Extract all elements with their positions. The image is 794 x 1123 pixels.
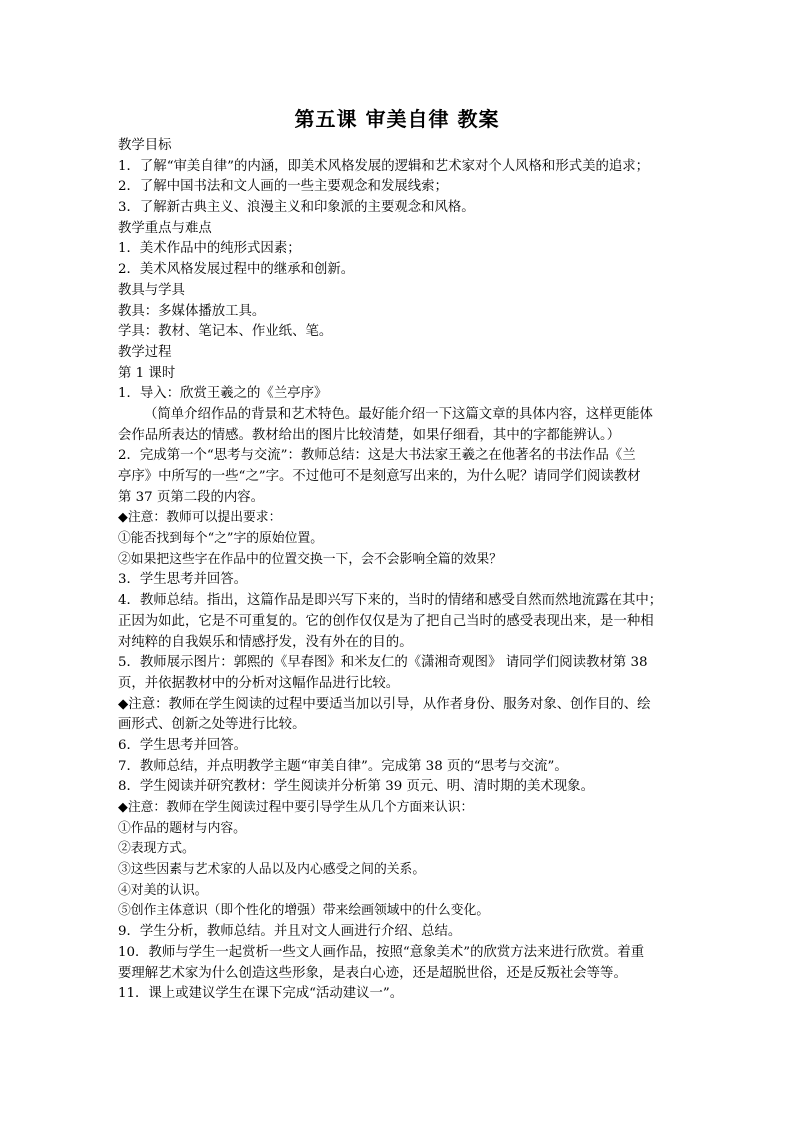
process-paragraph: 会作品所表达的情感。教材给出的图片比较清楚，如果仔细看，其中的字都能辨认。） [118, 427, 621, 443]
section-heading-process: 教学过程 [118, 344, 172, 360]
objective-item: 3．了解新古典主义、浪漫主义和印象派的主要观念和风格。 [118, 200, 475, 216]
process-step: 10．教师与学生一起赏析一些文人画作品，按照“意象美术”的欣赏方法来进行欣赏。着重 [118, 944, 645, 960]
note-item: ①作品的题材与内容。 [118, 820, 246, 836]
process-step: 8．学生阅读并研究教材：学生阅读并分析第 39 页元、明、清时期的美术现象。 [118, 779, 594, 795]
process-step: 9．学生分析，教师总结。并且对文人画进行介绍、总结。 [118, 924, 462, 940]
lesson-body [118, 136, 680, 1005]
process-step: 7．教师总结，并点明教学主题“审美自律”。完成第 38 页的“思考与交流”。 [118, 758, 568, 774]
process-paragraph: 亭序》中所写的一些“之”字。不过他可不是刻意写出来的，为什么呢？请同学们阅读教材 [118, 469, 641, 484]
note-item: ③这些因素与艺术家的人品以及内心感受之间的关系。 [118, 862, 426, 878]
teacher-tools: 教具：多媒体播放工具。 [118, 303, 266, 319]
process-paragraph: 页，并依据教材中的分析对这幅作品进行比较。 [118, 675, 400, 691]
page-title: 第五课 审美自律 教案 [294, 107, 500, 131]
note-item: ②表现方式。 [118, 841, 195, 857]
note-item: ①能否找到每个“之”字的原始位置。 [118, 531, 324, 547]
process-step: 5．教师展示图片：郭熙的《早春图》和米友仁的《潇湘奇观图》 请同学们阅读教材第 38 [118, 655, 648, 671]
note-item: ②如果把这些字在作品中的位置交换一下，会不会影响全篇的效果？ [118, 551, 502, 567]
note-line: ◆注意：教师在学生阅读的过程中要适当加以引导，从作者身份、服务对象、创作目的、绘 [118, 696, 651, 712]
key-point-item: 1．美术作品中的纯形式因素； [118, 241, 301, 257]
section-heading-objectives: 教学目标 [118, 138, 172, 153]
lesson-period: 第 1 课时 [118, 365, 176, 381]
section-heading-key-points: 教学重点与难点 [118, 220, 212, 236]
process-step: 2．完成第一个“思考与交流”：教师总结：这是大书法家王羲之在他著名的书法作品《兰 [118, 448, 636, 464]
process-step: 6．学生思考并回答。 [118, 737, 248, 753]
note-line: ◆注意：教师可以提出要求： [118, 510, 282, 526]
process-step: 4．教师总结。指出，这篇作品是即兴写下来的，当时的情绪和感受自然而然地流露在其中； [118, 593, 663, 609]
section-heading-tools: 教具与学具 [118, 282, 185, 298]
process-paragraph: 对纯粹的自我娱乐和情感抒发，没有外在的目的。 [118, 634, 413, 650]
note-item: ⑤创作主体意识（即个性化的增强）带来绘画领域中的什么变化。 [118, 903, 490, 919]
process-paragraph: 画形式、创新之处等进行比较。 [118, 717, 306, 733]
process-paragraph: 第 37 页第二段的内容。 [118, 489, 265, 505]
process-step: 11．课上或建议学生在课下完成“活动建议一”。 [118, 986, 404, 1002]
process-step: 1．导入：欣赏王羲之的《兰亭序》 [118, 386, 328, 402]
process-step: 3．学生思考并回答。 [118, 572, 248, 588]
note-line: ◆注意：教师在学生阅读过程中要引导学生从几个方面来认识： [118, 800, 474, 815]
process-paragraph: （简单介绍作品的背景和艺术特色。最好能介绍一下这篇文章的具体内容，这样更能体 [144, 406, 653, 422]
note-item: ④对美的认识。 [118, 882, 208, 898]
objective-item: 2．了解中国书法和文人画的一些主要观念和发展线索； [118, 179, 448, 195]
objective-item: 1．了解“审美自律”的内涵，即美术风格发展的逻辑和艺术家对个人风格和形式美的追求； [118, 158, 650, 174]
student-tools: 学具：教材、笔记本、作业纸、笔。 [118, 324, 333, 340]
process-paragraph: 要理解艺术家为什么创造这些形象，是表白心迹，还是超脱世俗，还是反叛社会等等。 [118, 965, 627, 981]
process-paragraph: 正因为如此，它是不可重复的。它的创作仅仅是为了把自己当时的感受表现出来，是一种相 [118, 613, 654, 629]
key-point-item: 2．美术风格发展过程中的继承和创新。 [118, 262, 355, 278]
